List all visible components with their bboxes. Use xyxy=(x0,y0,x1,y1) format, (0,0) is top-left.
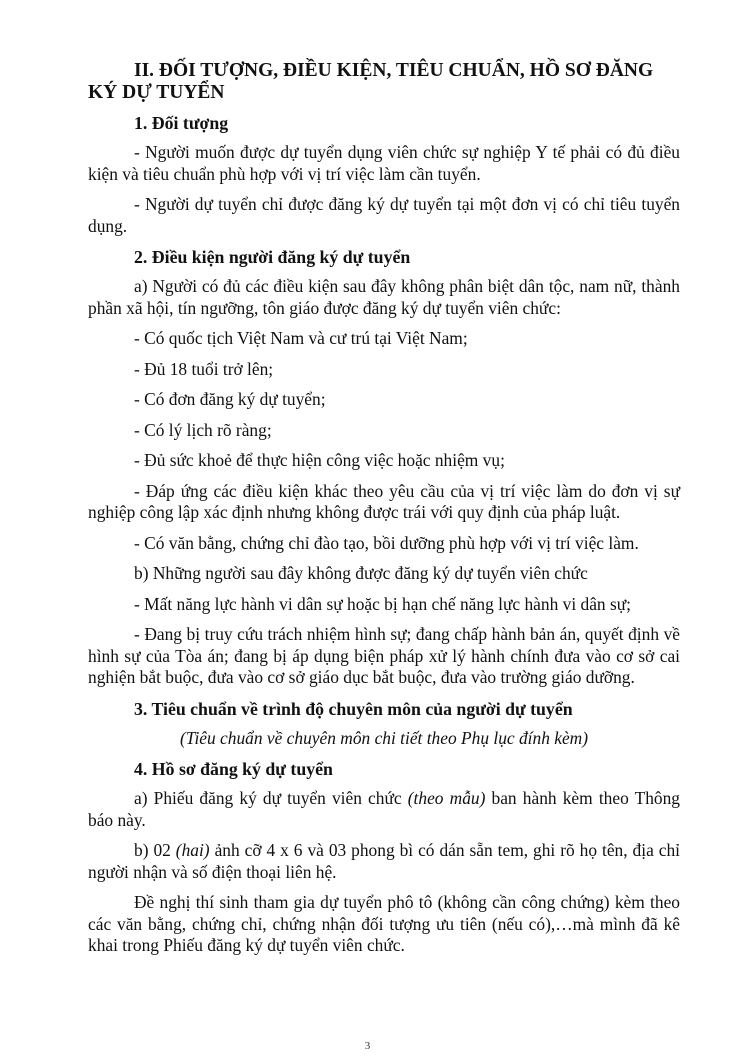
list-item: - Đang bị truy cứu trách nhiệm hình sự; đang chấp hành bản án, quyết định về hình sự của Tòa án; đang bị áp dụng biện pháp xử lý hành chính đưa vào cơ sở cai nghiện bắt buộc, đưa vào cơ sở giáo dục bắt buộc, đưa vào trường giáo dưỡng. xyxy=(88,624,680,687)
paragraph: - Người dự tuyển chỉ được đăng ký dự tuyển tại một đơn vị có chỉ tiêu tuyển dụng. xyxy=(88,194,680,236)
list-item: - Có lý lịch rõ ràng; xyxy=(134,419,272,440)
note-phu-luc: (Tiêu chuẩn về chuyên môn chi tiết theo Phụ lục đính kèm) xyxy=(179,727,589,748)
paragraph: b) Những người sau đây không được đăng ký dự tuyển viên chức xyxy=(134,563,588,583)
heading-dieu-kien: 2. Điều kiện người đăng ký dự tuyển xyxy=(134,247,411,267)
list-item: - Đủ 18 tuổi trở lên; xyxy=(134,358,274,379)
list-item: - Đáp ứng các điều kiện khác theo yêu cầu của vị trí việc làm do đơn vị sự nghiệp công lập xác định nhưng không được trái với quy định của pháp luật. xyxy=(88,480,680,522)
text: ảnh cỡ 4 x 6 và 03 phong bì có dán sẵn tem, ghi rõ họ tên, địa chỉ người nhận và số điện thoại liên hệ. xyxy=(88,840,680,882)
paragraph-anh xyxy=(88,840,680,883)
heading-doi-tuong: 1. Đối tượng xyxy=(134,113,229,133)
list-item: - Có quốc tịch Việt Nam và cư trú tại Việt Nam; xyxy=(134,328,468,348)
paragraph: - Người muốn được dự tuyển dụng viên chức sự nghiệp Y tế phải có đủ điều kiện và tiêu chuẩn phù hợp với vị trí việc làm cần tuyển. xyxy=(88,142,680,184)
italic-text: (hai) xyxy=(175,840,210,860)
paragraph-de-nghi: Đề nghị thí sinh tham gia dự tuyển phô tô (không cần công chứng) kèm theo các văn bằng, chứng chỉ, chứng nhận đối tượng ưu tiên (nếu có),…mà mình đã kê khai trong Phiếu đăng ký dự tuyển viên chức. xyxy=(88,892,680,955)
page-number: 3 xyxy=(364,1040,371,1052)
paragraph: a) Người có đủ các điều kiện sau đây không phân biệt dân tộc, nam nữ, thành phần xã hội, tín ngưỡng, tôn giáo được đăng ký dự tuyển viên chức: xyxy=(88,276,680,318)
paragraph-phieu-dang-ky xyxy=(88,788,680,831)
section-title: II. ĐỐI TƯỢNG, ĐIỀU KIỆN, TIÊU CHUẨN, HỒ SƠ ĐĂNG KÝ DỰ TUYỂN xyxy=(88,60,654,103)
heading-tieu-chuan: 3. Tiêu chuẩn về trình độ chuyên môn của người dự tuyển xyxy=(134,698,573,719)
list-item: - Có văn bằng, chứng chỉ đào tạo, bồi dưỡng phù hợp với vị trí việc làm. xyxy=(134,532,639,553)
document-page xyxy=(88,60,680,966)
text: a) Phiếu đăng ký dự tuyển viên chức xyxy=(134,788,408,808)
text: ban hành kèm theo Thông báo này. xyxy=(88,788,680,830)
heading-ho-so: 4. Hồ sơ đăng ký dự tuyển xyxy=(134,759,333,779)
list-item: - Mất năng lực hành vi dân sự hoặc bị hạn chế năng lực hành vi dân sự; xyxy=(134,593,631,614)
list-item: - Đủ sức khoẻ để thực hiện công việc hoặc nhiệm vụ; xyxy=(134,450,505,470)
list-item: - Có đơn đăng ký dự tuyển; xyxy=(134,389,326,409)
text: b) 02 xyxy=(134,840,176,860)
italic-text: (theo mẫu) xyxy=(407,788,486,808)
